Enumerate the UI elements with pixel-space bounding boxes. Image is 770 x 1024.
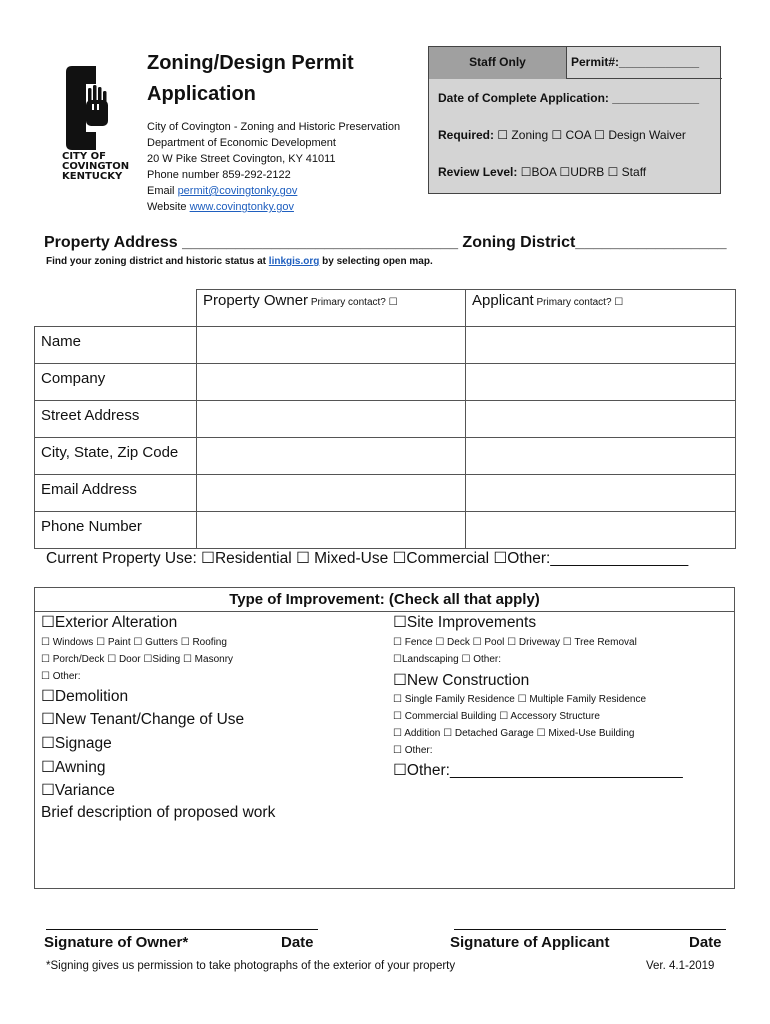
applicant-signature-line[interactable] — [454, 929, 726, 930]
other-improvement-checkbox[interactable]: ☐Other:___________________________ — [393, 762, 683, 779]
email-line — [147, 183, 297, 199]
site-improvements-checkbox[interactable]: ☐Site Improvements — [393, 614, 537, 631]
zoning-lookup-hint — [46, 256, 433, 267]
owner-phone-input[interactable] — [197, 512, 466, 549]
address-line-2: Department of Economic Development — [147, 137, 336, 149]
owner-primary-checkbox[interactable]: Primary contact? ☐ — [308, 297, 398, 308]
owner-company-input[interactable] — [197, 364, 466, 401]
review-level-checkboxes[interactable]: ☐BOA ☐UDRB ☐ Staff — [520, 165, 647, 179]
staff-box-header — [429, 47, 722, 79]
construction-options-2[interactable]: ☐ Commercial Building ☐ Accessory Structure — [393, 711, 600, 722]
construction-options-3[interactable]: ☐ Addition ☐ Detached Garage ☐ Mixed-Use Building — [393, 728, 635, 739]
required-checkboxes[interactable]: ☐ Zoning ☐ COA ☐ Design Waiver — [497, 128, 686, 142]
required-label: Required: — [438, 128, 498, 142]
table-row — [35, 438, 736, 475]
brief-description-label: Brief description of proposed work — [41, 804, 276, 821]
version-label: Ver. 4.1-2019 — [646, 960, 715, 972]
applicant-phone-input[interactable] — [466, 512, 736, 549]
owner-signature-label: Signature of Owner* — [44, 934, 189, 951]
owner-signature-line[interactable] — [46, 929, 318, 930]
applicant-company-input[interactable] — [466, 364, 736, 401]
page-title-line1: Zoning/Design Permit — [147, 52, 354, 74]
owner-name-input[interactable] — [197, 327, 466, 364]
logo-line-1: CITY OF — [62, 151, 106, 162]
address-line-1: City of Covington - Zoning and Historic Preservation — [147, 121, 401, 133]
applicant-name-input[interactable] — [466, 327, 736, 364]
applicant-primary-checkbox[interactable]: Primary contact? ☐ — [533, 297, 624, 308]
table-row — [35, 364, 736, 401]
page-title-line2: Application — [147, 83, 256, 105]
improvement-section — [34, 587, 735, 889]
staff-only-box — [428, 46, 721, 194]
exterior-options-1[interactable]: ☐ Windows ☐ Paint ☐ Gutters ☐ Roofing — [41, 637, 227, 648]
exterior-alteration-checkbox[interactable]: ☐Exterior Alteration — [41, 614, 178, 631]
table-row — [35, 401, 736, 438]
covington-c-hand-logo-icon — [62, 64, 126, 152]
website-link[interactable]: www.covingtonky.gov — [189, 201, 294, 213]
row-label-email: Email Address — [35, 475, 197, 512]
row-label-street: Street Address — [35, 401, 197, 438]
owner-street-input[interactable] — [197, 401, 466, 438]
demolition-checkbox[interactable]: ☐Demolition — [41, 688, 129, 705]
awning-checkbox[interactable]: ☐Awning — [41, 759, 106, 776]
site-options-2[interactable]: ☐Landscaping ☐ Other: — [393, 654, 501, 665]
applicant-signature-label: Signature of Applicant — [450, 934, 610, 951]
owner-header-label: Property Owner — [203, 292, 309, 309]
construction-options-1[interactable]: ☐ Single Family Residence ☐ Multiple Family Residence — [393, 694, 647, 705]
city-logo — [62, 64, 130, 184]
row-label-city: City, State, Zip Code — [35, 438, 197, 475]
applicant-header-label: Applicant — [472, 292, 534, 309]
owner-date-label: Date — [281, 934, 314, 951]
owner-city-input[interactable] — [197, 438, 466, 475]
applicant-date-label: Date — [689, 934, 722, 951]
improvement-title: Type of Improvement: (Check all that apply) — [35, 588, 734, 612]
exterior-other-checkbox[interactable]: ☐ Other: — [41, 671, 81, 682]
email-label: Email — [147, 185, 178, 197]
logo-line-2: COVINGTON — [62, 161, 130, 172]
row-label-company: Company — [35, 364, 197, 401]
date-complete-field[interactable]: Date of Complete Application: _____________ — [438, 91, 699, 105]
staff-only-label: Staff Only — [429, 47, 567, 79]
logo-line-3: KENTUCKY — [62, 171, 123, 182]
table-row — [35, 512, 736, 549]
table-row — [35, 475, 736, 512]
contact-table — [34, 289, 736, 549]
variance-checkbox[interactable]: ☐Variance — [41, 782, 115, 799]
current-property-use[interactable]: Current Property Use: ☐Residential ☐ Mixed-Use ☐Commercial ☐Other:________________ — [46, 550, 689, 567]
new-tenant-checkbox[interactable]: ☐New Tenant/Change of Use — [41, 711, 245, 728]
website-line — [147, 199, 294, 215]
new-construction-checkbox[interactable]: ☐New Construction — [393, 672, 530, 689]
row-label-phone: Phone Number — [35, 512, 197, 549]
applicant-column-header — [466, 290, 736, 327]
applicant-street-input[interactable] — [466, 401, 736, 438]
hint-prefix: Find your zoning district and historic status at — [46, 256, 269, 267]
hint-suffix: by selecting open map. — [319, 256, 433, 267]
brief-description-input[interactable] — [41, 828, 727, 884]
phone-line: Phone number 859-292-2122 — [147, 169, 291, 181]
required-line — [438, 128, 686, 142]
applicant-email-input[interactable] — [466, 475, 736, 512]
review-level-label: Review Level: — [438, 165, 521, 179]
permit-number-field[interactable]: Permit#:____________ — [571, 55, 700, 69]
exterior-options-2[interactable]: ☐ Porch/Deck ☐ Door ☐Siding ☐ Masonry — [41, 654, 234, 665]
signage-checkbox[interactable]: ☐Signage — [41, 735, 112, 752]
email-link[interactable]: permit@covingtonky.gov — [177, 185, 298, 197]
property-address-zoning-line[interactable]: Property Address _______________________________ Zoning District_________________ — [44, 234, 727, 251]
site-options-1[interactable]: ☐ Fence ☐ Deck ☐ Pool ☐ Driveway ☐ Tree Removal — [393, 637, 637, 648]
owner-email-input[interactable] — [197, 475, 466, 512]
linkgis-link[interactable]: linkgis.org — [268, 256, 320, 267]
review-level-line — [438, 165, 646, 179]
construction-other-checkbox[interactable]: ☐ Other: — [393, 745, 433, 756]
address-line-3: 20 W Pike Street Covington, KY 41011 — [147, 153, 336, 165]
photo-permission-note: *Signing gives us permission to take photographs of the exterior of your property — [46, 960, 456, 972]
table-header-row — [35, 290, 736, 327]
website-label: Website — [147, 201, 190, 213]
row-label-name: Name — [35, 327, 197, 364]
table-row — [35, 327, 736, 364]
owner-column-header — [197, 290, 466, 327]
blank-corner — [35, 290, 197, 327]
applicant-city-input[interactable] — [466, 438, 736, 475]
